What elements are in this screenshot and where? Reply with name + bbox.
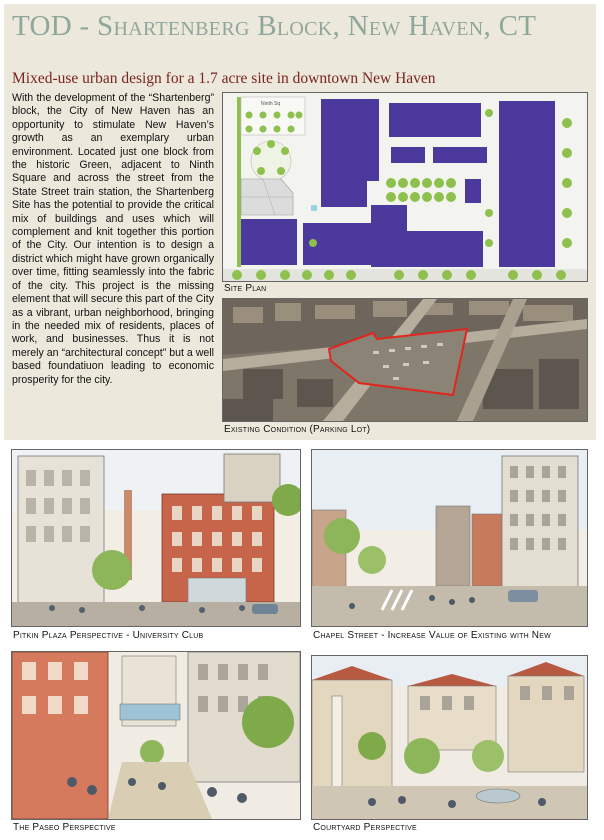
courtyard-image (311, 655, 588, 820)
paseo-caption: The Paseo Perspective (13, 822, 116, 833)
site-plan-image (222, 92, 588, 282)
pitkin-plaza-image (11, 449, 301, 627)
existing-condition-image (222, 298, 588, 422)
site-plan-caption: Site Plan (224, 283, 267, 294)
chapel-street-caption: Chapel Street - Increase Value of Existing with New (313, 630, 551, 641)
chapel-street-image (311, 449, 588, 627)
page-subtitle: Mixed-use urban design for a 1.7 acre site in downtown New Haven (12, 70, 436, 87)
site-plan-label: Ninth Sq (261, 101, 281, 107)
description-text: With the development of the “Shartenberg” block, the City of New Haven has an opportunity to stimulate New Haven’s growth as an exemplary urban environment. Located just one block from the historic Green, adjacent to Ninth Square and across the street from the State Street train station, the Shartenberg Site has the potential to provide the critical mix of buildings and uses which will complement and knit together this portion of the City. Our intention is to design a district which might have grown organically over time, fitting seamlessly into the fabric of the city. This project is the missing element that will secure this part of the City as a vibrant, urban neighborhood, bringing in the needed mix of residents, places of work, and businesses. Thus it is not merely an “architectural concept” but a well based foundatiuon leading to economic prosperity for the city. (12, 92, 214, 386)
page-title: TOD - Shartenberg Block, New Haven, CT (12, 10, 537, 42)
paseo-image (11, 651, 301, 820)
courtyard-caption: Courtyard Perspective (313, 822, 417, 833)
pitkin-plaza-caption: Pitkin Plaza Perspective - University Club (13, 630, 204, 641)
existing-condition-caption: Existing Condition (Parking Lot) (224, 424, 371, 435)
